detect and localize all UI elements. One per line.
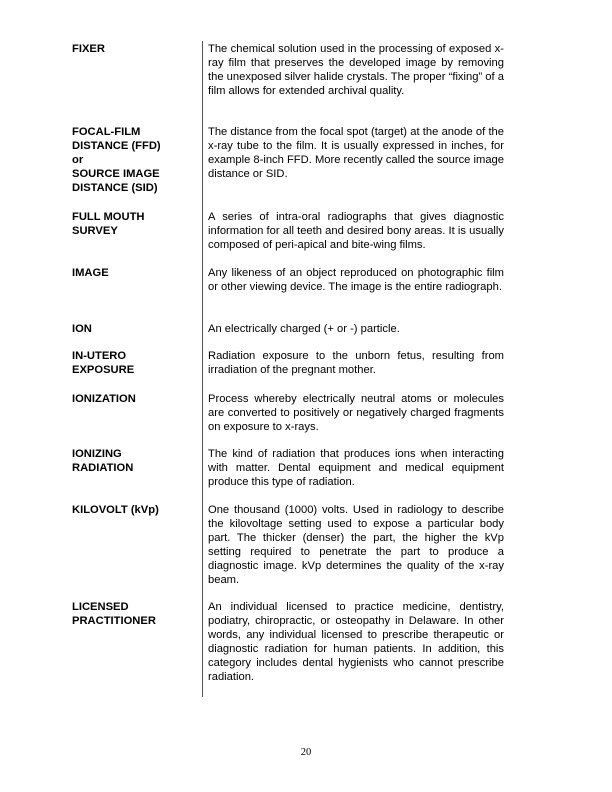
term-line: FULL MOUTH bbox=[72, 211, 145, 223]
term-line: DISTANCE (FFD) bbox=[72, 140, 161, 152]
term-line: IONIZING bbox=[72, 448, 122, 460]
term-line: FOCAL-FILM bbox=[72, 126, 141, 138]
term: IONIZATION bbox=[72, 393, 136, 405]
term-line: SURVEY bbox=[72, 225, 118, 237]
term: ION bbox=[72, 323, 92, 335]
definition: Any likeness of an object reproduced on photographic film or other viewing device. The image is the entire radiograph. bbox=[208, 267, 504, 293]
definition: Radiation exposure to the unborn fetus, resulting from irradiation of the pregnant mother. bbox=[208, 350, 504, 376]
term bbox=[72, 600, 197, 628]
term: FIXER bbox=[72, 43, 105, 55]
term: IMAGE bbox=[72, 267, 109, 279]
page-number: 20 bbox=[300, 747, 312, 758]
term: KILOVOLT (kVp) bbox=[72, 504, 159, 516]
definition: One thousand (1000) volts. Used in radiology to describe the kilovoltage setting used to expose a particular body part. The thicker (denser) the part, the higher the kVp setting required to penetrate the part to produce a diagnostic image. kVp determines the quality of the x-ray beam. bbox=[208, 504, 504, 586]
term bbox=[72, 447, 197, 475]
definition: A series of intra-oral radiographs that gives diagnostic information for all teeth and desired bony areas. It is usually composed of peri-apical and bite-wing films. bbox=[208, 211, 504, 251]
definition: The distance from the focal spot (target) at the anode of the x-ray tube to the film. It is usually expressed in inches, for example 8-inch FFD. More recently called the source image distance or SID. bbox=[208, 126, 504, 180]
term bbox=[72, 349, 197, 377]
definition: An electrically charged (+ or -) particle. bbox=[208, 323, 400, 335]
column-divider bbox=[202, 41, 203, 697]
term-line: DISTANCE (SID) bbox=[72, 182, 158, 194]
term-line: IN-UTERO bbox=[72, 350, 127, 362]
term-line: SOURCE IMAGE bbox=[72, 168, 160, 180]
term bbox=[72, 125, 197, 195]
term-line: or bbox=[72, 154, 84, 166]
definition: The chemical solution used in the processing of exposed x-ray film that preserves the developed image by removing the unexposed silver halide crystals. The proper “fixing” of a film allows for extended archival quality. bbox=[208, 43, 504, 97]
term-line: LICENSED bbox=[72, 601, 129, 613]
term bbox=[72, 210, 197, 238]
definition: An individual licensed to practice medicine, dentistry, podiatry, chiropractic, or osteopathy in Delaware. In other words, any individual licensed to prescribe therapeutic or diagnostic radiation for human patients. In addition, this category includes dental hygienists who cannot prescribe radiation. bbox=[208, 601, 504, 683]
term-line: RADIATION bbox=[72, 462, 134, 474]
term-line: PRACTITIONER bbox=[72, 615, 156, 627]
definition: Process whereby electrically neutral atoms or molecules are converted to positively or negatively charged fragments on exposure to x-rays. bbox=[208, 393, 504, 433]
term-line: EXPOSURE bbox=[72, 364, 135, 376]
definition: The kind of radiation that produces ions when interacting with matter. Dental equipment and medical equipment produce this type of radiation. bbox=[208, 448, 504, 488]
